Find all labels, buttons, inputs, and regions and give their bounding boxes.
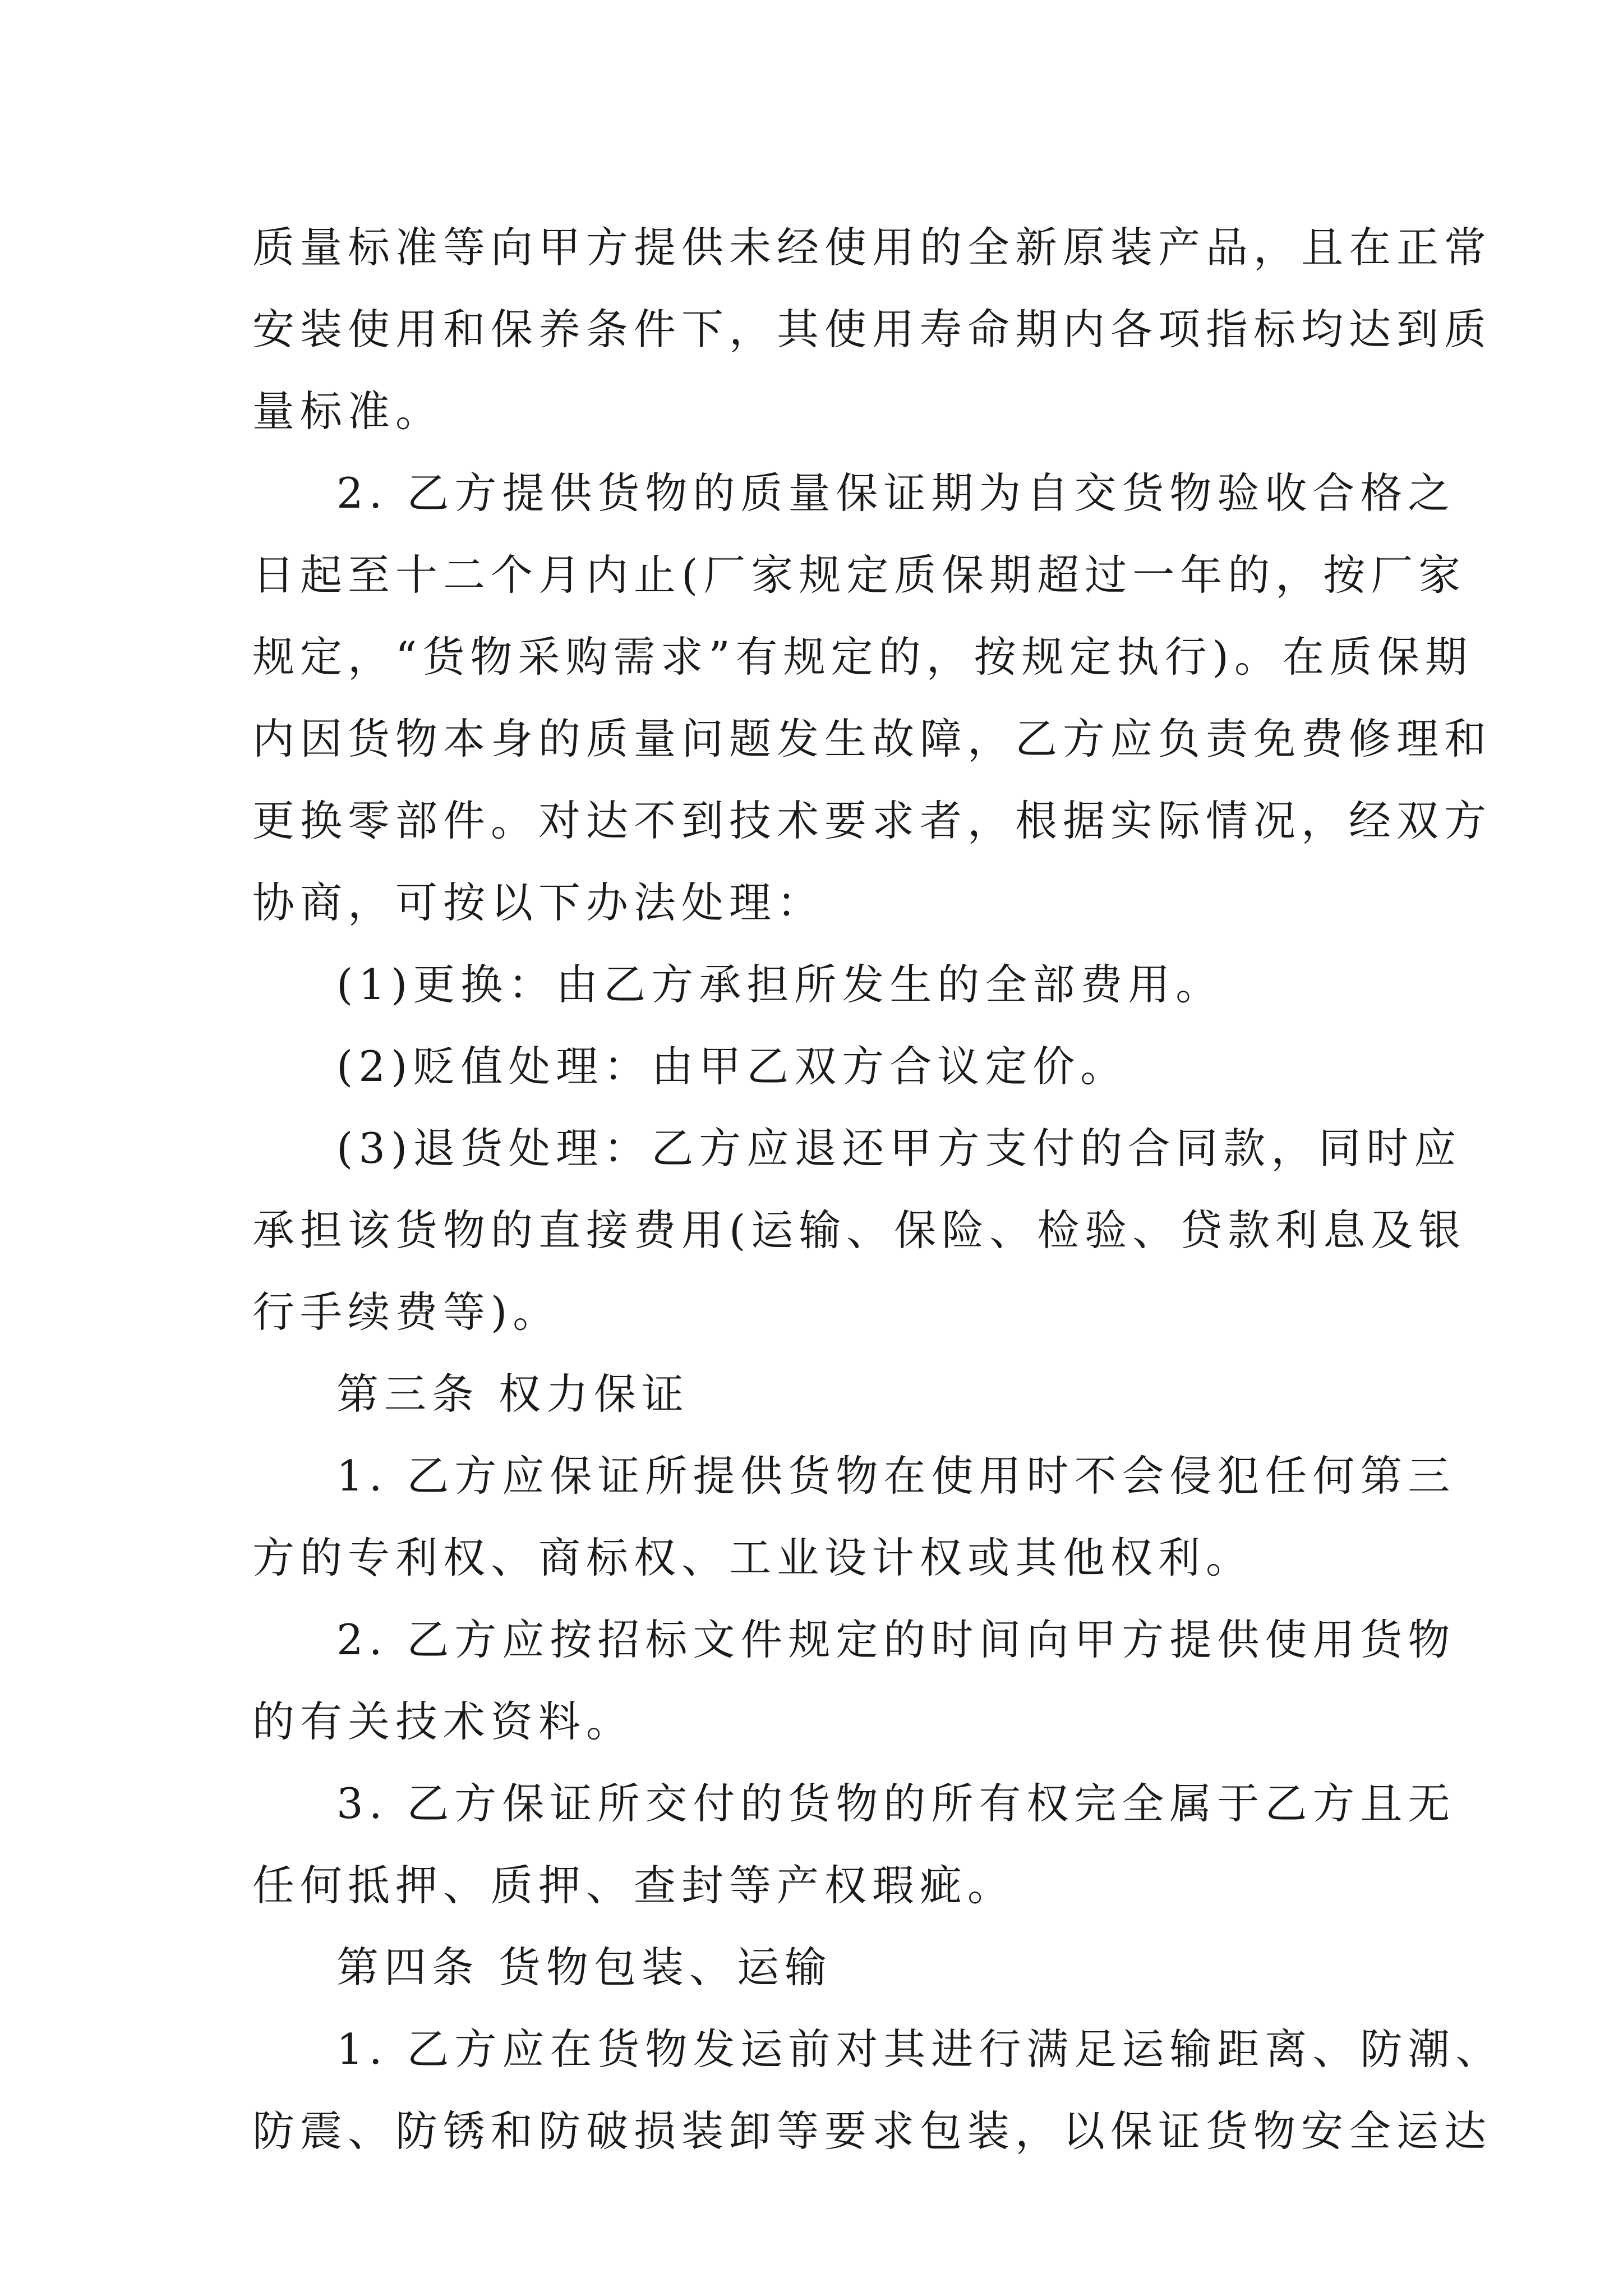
paragraph-line: 安装使用和保养条件下，其使用寿命期内各项指标均达到质: [252, 305, 1492, 354]
paragraph-line: 协商，可按以下办法处理：: [252, 878, 825, 927]
paragraph-line: 日起至十二个月内止(厂家规定质保期超过一年的，按厂家: [252, 550, 1467, 600]
paragraph-line: 2. 乙方提供货物的质量保证期为自交货物验收合格之: [336, 468, 1456, 518]
paragraph-line: 1. 乙方应在货物发运前对其进行满足运输距离、防潮、: [336, 2024, 1504, 2074]
section-heading: 第三条 权力保证: [336, 1369, 689, 1419]
paragraph-line: 方的专利权、商标权、工业设计权或其他权利。: [252, 1533, 1254, 1582]
paragraph-line: 质量标准等向甲方提供未经使用的全新原装产品，且在正常: [252, 223, 1492, 272]
document-body: [252, 206, 1504, 2172]
paragraph-line: 的有关技术资料。: [252, 1697, 634, 1746]
paragraph-line: 1. 乙方应保证所提供货物在使用时不会侵犯任何第三: [336, 1451, 1456, 1501]
paragraph-line: 内因货物本身的质量问题发生故障，乙方应负责免费修理和: [252, 714, 1492, 763]
list-item-line: (3)退货处理：乙方应退还甲方支付的合同款，同时应: [336, 1124, 1462, 1173]
paragraph-line: 行手续费等)。: [252, 1287, 561, 1337]
list-item-line: (1)更换：由乙方承担所发生的全部费用。: [336, 960, 1224, 1009]
paragraph-line: 2. 乙方应按招标文件规定的时间向甲方提供使用货物: [336, 1615, 1456, 1664]
paragraph-line: 承担该货物的直接费用(运输、保险、检验、贷款利息及银: [252, 1205, 1467, 1255]
paragraph-line: 量标准。: [252, 386, 444, 436]
list-item-line: (2)贬值处理：由甲乙双方合议定价。: [336, 1042, 1128, 1091]
paragraph-line: 防震、防锈和防破损装卸等要求包装，以保证货物安全运达: [252, 2106, 1492, 2156]
section-heading: 第四条 货物包装、运输: [336, 1943, 832, 1992]
paragraph-line: 3. 乙方保证所交付的货物的所有权完全属于乙方且无: [336, 1779, 1456, 1828]
paragraph-line: 更换零部件。对达不到技术要求者，根据实际情况，经双方: [252, 796, 1492, 845]
paragraph-line: 任何抵押、质押、查封等产权瑕疵。: [252, 1861, 1016, 1910]
paragraph-line: 规定，“货物采购需求”有规定的，按规定执行)。在质保期: [252, 632, 1473, 682]
